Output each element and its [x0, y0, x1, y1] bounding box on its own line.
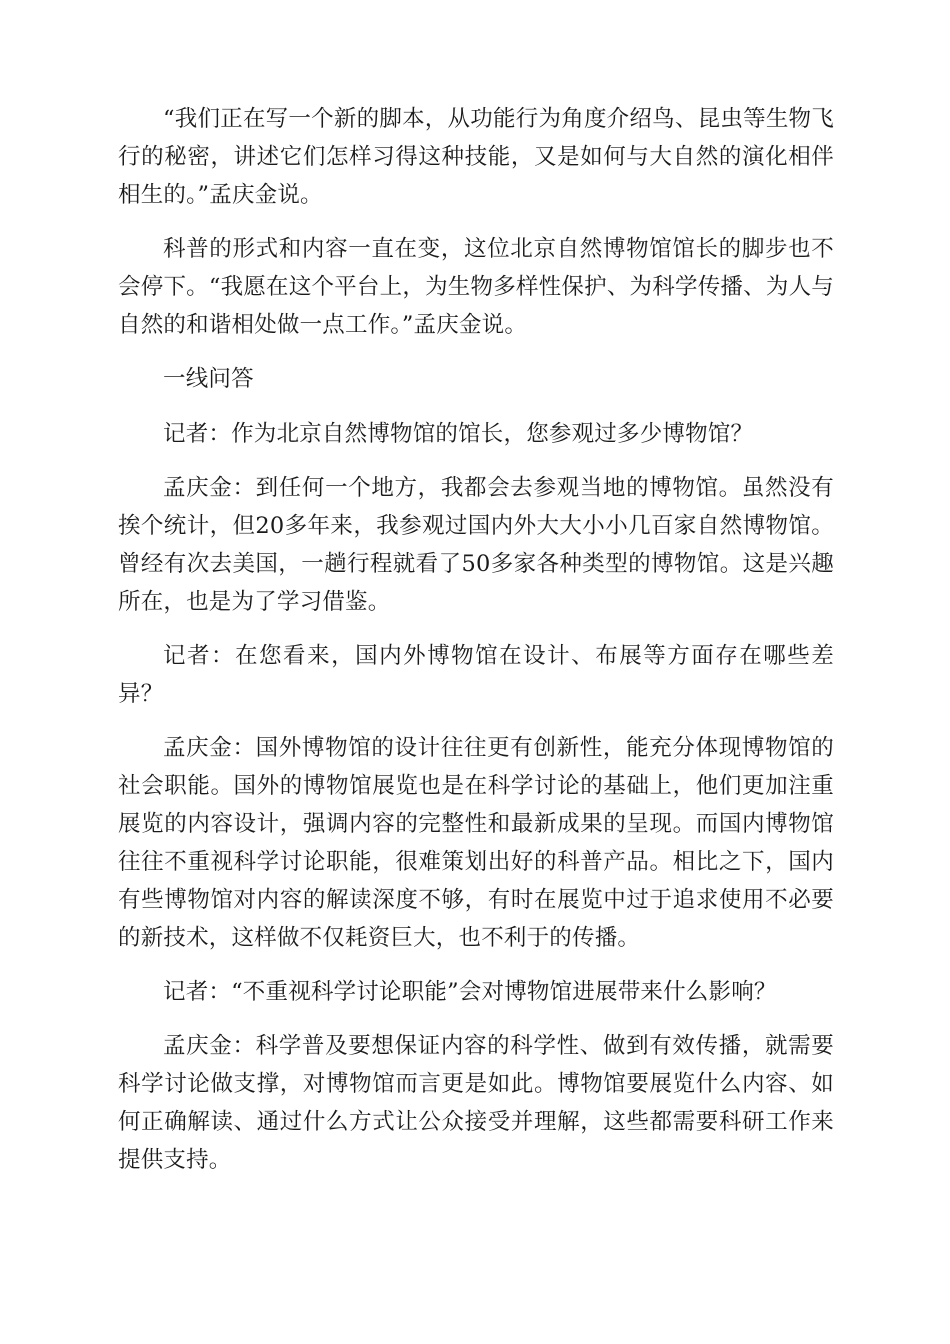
answer-museums-visited: 孟庆金：到任何一个地方，我都会去参观当地的博物馆。虽然没有挨个统计，但20多年来，我参观过国内外大大小小几百家自然博物馆。曾经有次去美国，一趟行程就看了50多家各种类型的博物馆。这是兴趣所在，也是为了学习借鉴。: [118, 475, 834, 615]
paragraph-science-popularization: 科普的形式和内容一直在变，这位北京自然博物馆馆长的脚步也不会停下。“我愿在这个平台上，为生物多样性保护、为科学传播、为人与自然的和谐相处做一点工作。”孟庆金说。: [118, 236, 834, 338]
answer-differences: 孟庆金：国外博物馆的设计往往更有创新性，能充分体现博物馆的社会职能。国外的博物馆展览也是在科学讨论的基础上，他们更加注重展览的内容设计，强调内容的完整性和最新成果的呈现。而国内博物馆往往不重视科学讨论职能，很难策划出好的科普产品。相比之下，国内有些博物馆对内容的解读深度不够，有时在展览中过于追求使用不必要的新技术，这样做不仅耗资巨大，也不利于的传播。: [118, 735, 834, 951]
question-museums-visited: 记者：作为北京自然博物馆的馆长，您参观过多少博物馆？: [163, 421, 754, 447]
document-page: [118, 100, 834, 1195]
section-heading-qa: 一线问答: [163, 366, 254, 392]
paragraph-script-quote: “我们正在写一个新的脚本，从功能行为角度介绍鸟、昆虫等生物飞行的秘密，讲述它们怎样习得这种技能，又是如何与大自然的演化相伴相生的。”孟庆金说。: [118, 106, 834, 208]
answer-impact: 孟庆金：科学普及要想保证内容的科学性、做到有效传播，就需要科学讨论做支撑，对博物馆而言更是如此。博物馆要展览什么内容、如何正确解读、通过什么方式让公众接受并理解，这些都需要科研工作来提供支持。: [118, 1033, 834, 1173]
question-impact: 记者：“不重视科学讨论职能”会对博物馆进展带来什么影响？: [163, 979, 777, 1005]
question-differences: 记者：在您看来，国内外博物馆在设计、布展等方面存在哪些差异？: [118, 643, 834, 707]
